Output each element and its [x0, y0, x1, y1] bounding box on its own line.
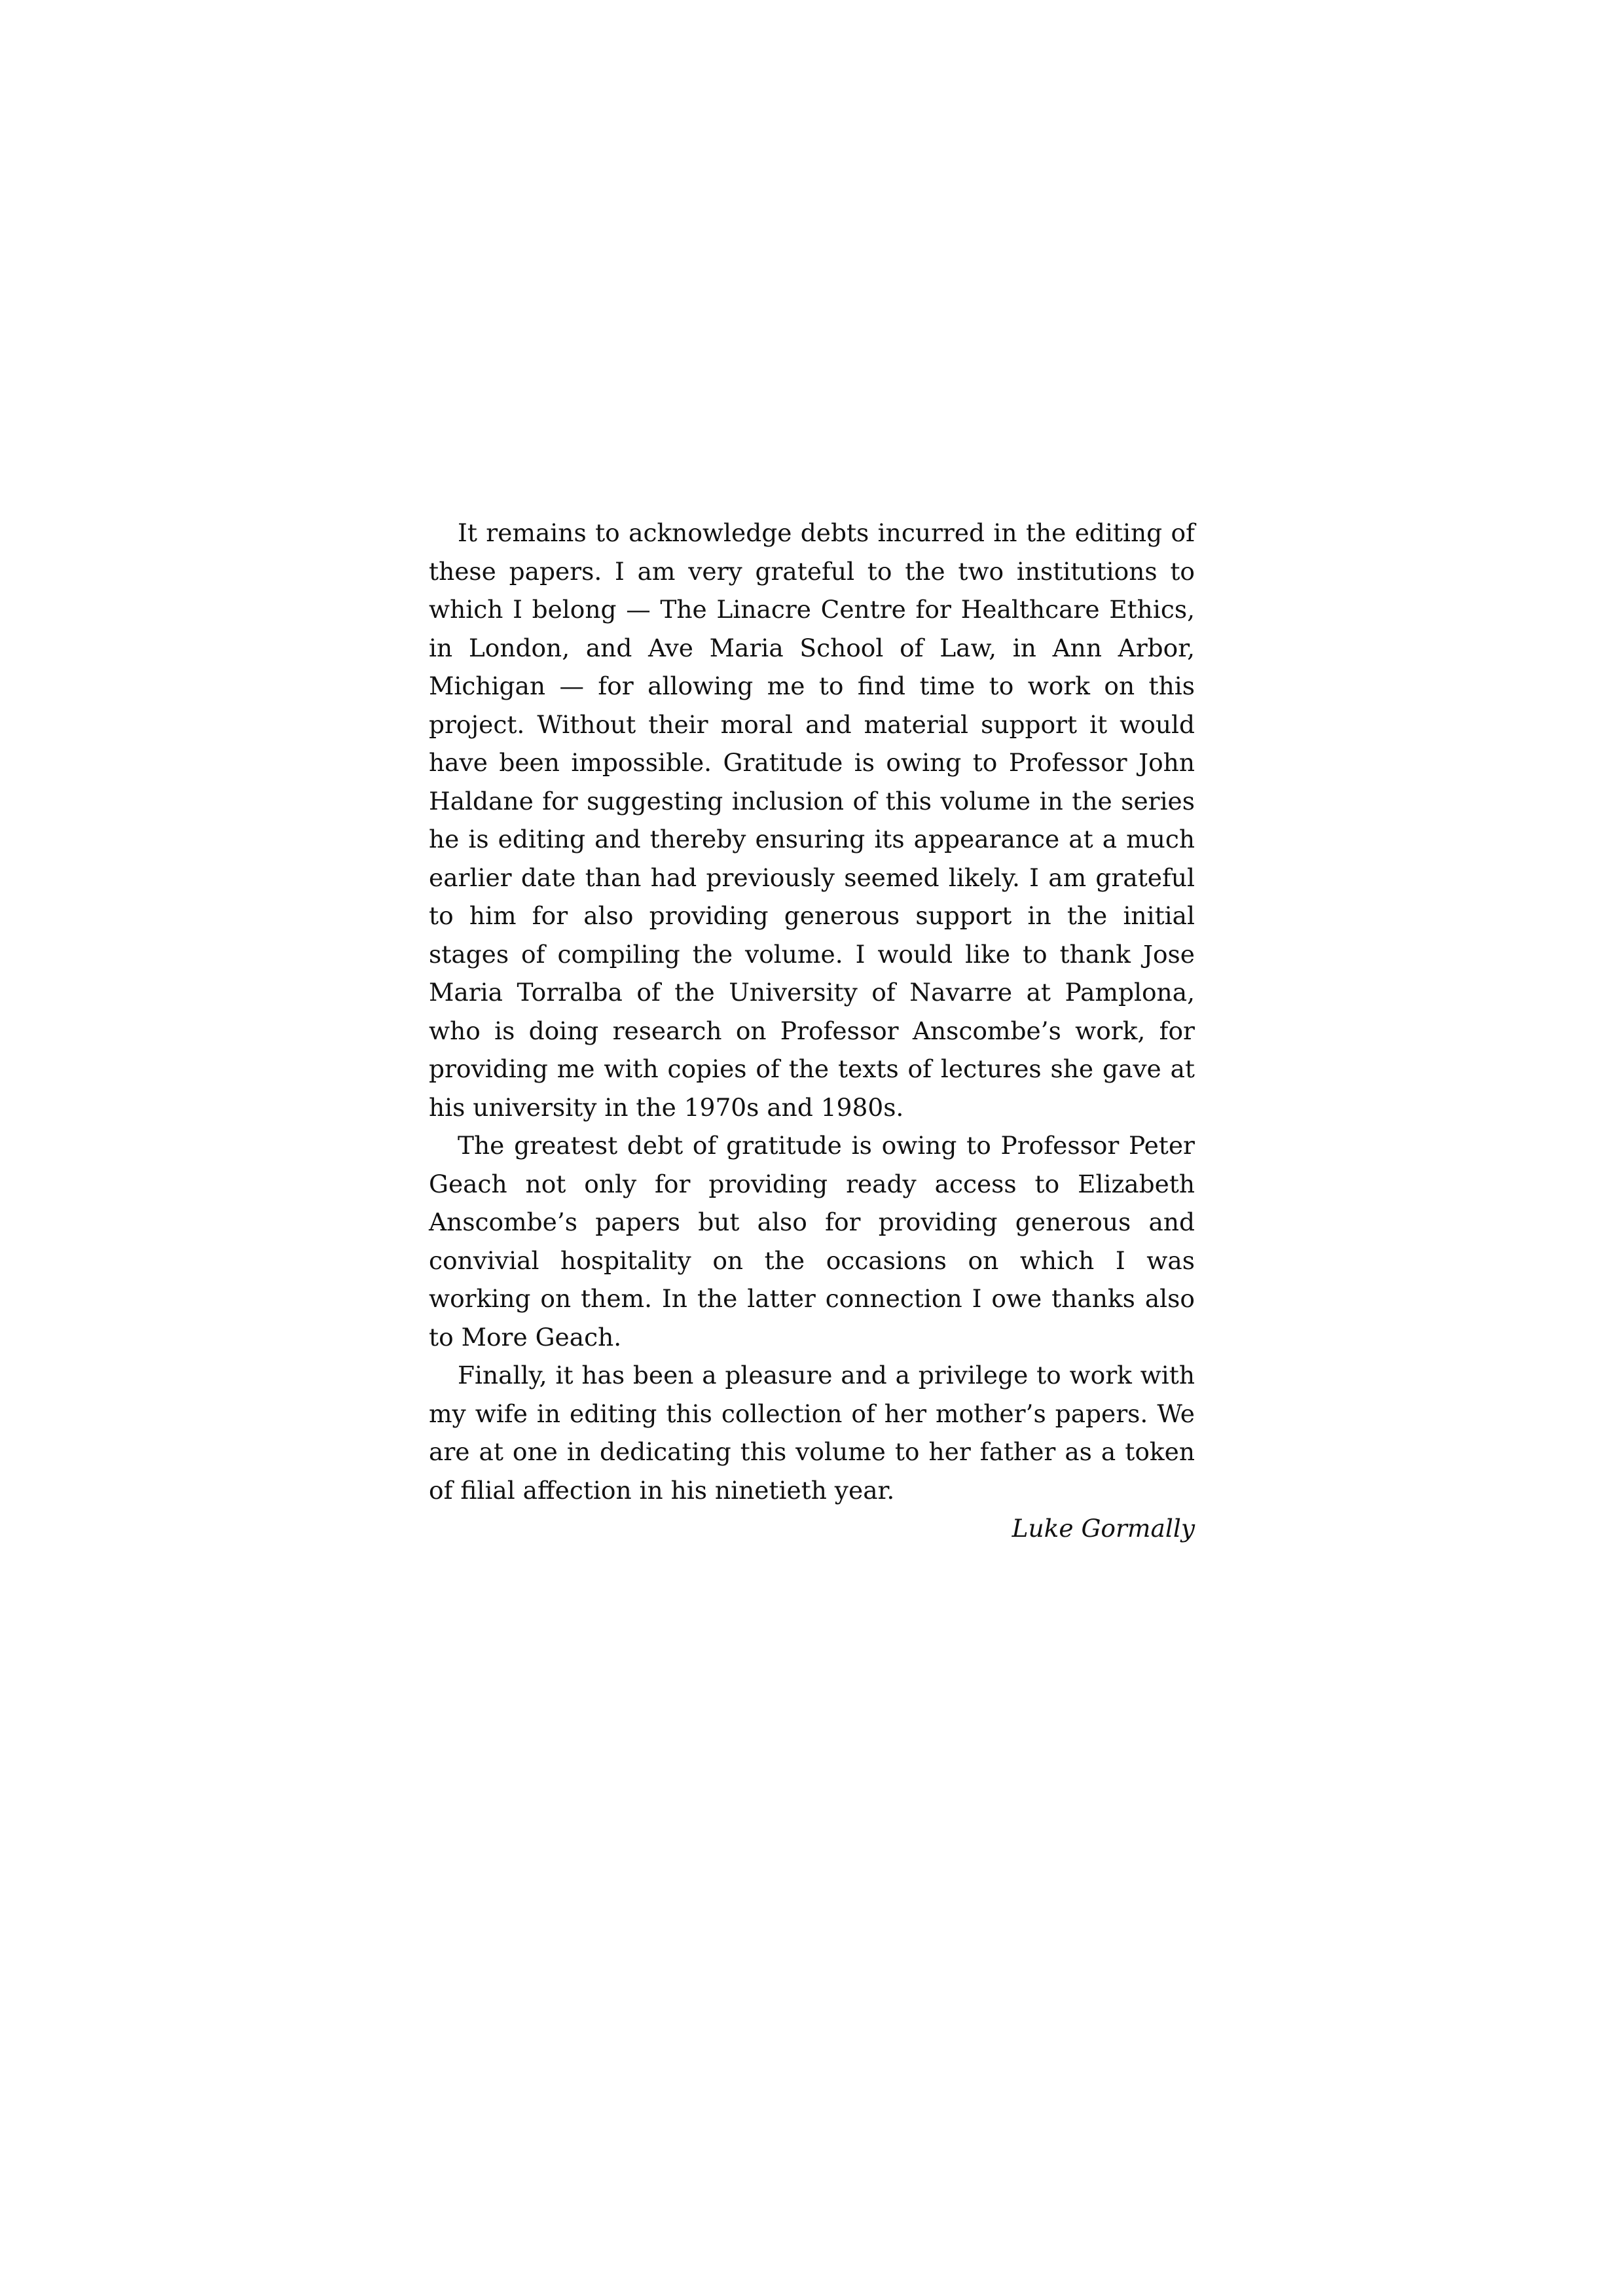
- paragraph-2: The greatest debt of gratitude is owing to Professor Peter Geach not only for providing ready access to Elizabeth Anscombe’s papers but also for providing generous and convivial hospitality on the occasions on which I was working on them. In the latter connection I owe thanks also to More Geach.: [429, 1131, 1195, 1352]
- paragraph-3: Finally, it has been a pleasure and a privilege to work with my wife in editing this collection of her mother’s papers. We are at one in dedicating this volume to her father as a token of filial affection in his ninetieth year.: [429, 1361, 1195, 1505]
- paragraph-1: It remains to acknowledge debts incurred in the editing of these papers. I am very grateful to the two institutions to which I belong — The Linacre Centre for Healthcare Ethics, in London, and Ave Maria School of Law, in Ann Arbor, Michigan — for allowing me to find time to work on this project. Without their moral and material support it would have been impossible. Gratitude is owing to Professor John Haldane for suggesting inclusion of this volume in the series he is editing and thereby ensuring its appearance at a much earlier date than had previously seemed likely. I am grateful to him for also providing generous support in the initial stages of compiling the volume. I would like to thank Jose Maria Torralba of the University of Navarre at Pamplona, who is doing research on Professor Anscombe’s work, for providing me with copies of the texts of lectures she gave at his university in the 1970s and 1980s.: [429, 518, 1195, 1122]
- acknowledgements-text: [429, 514, 1195, 1548]
- signature: Luke Gormally: [1012, 1514, 1195, 1543]
